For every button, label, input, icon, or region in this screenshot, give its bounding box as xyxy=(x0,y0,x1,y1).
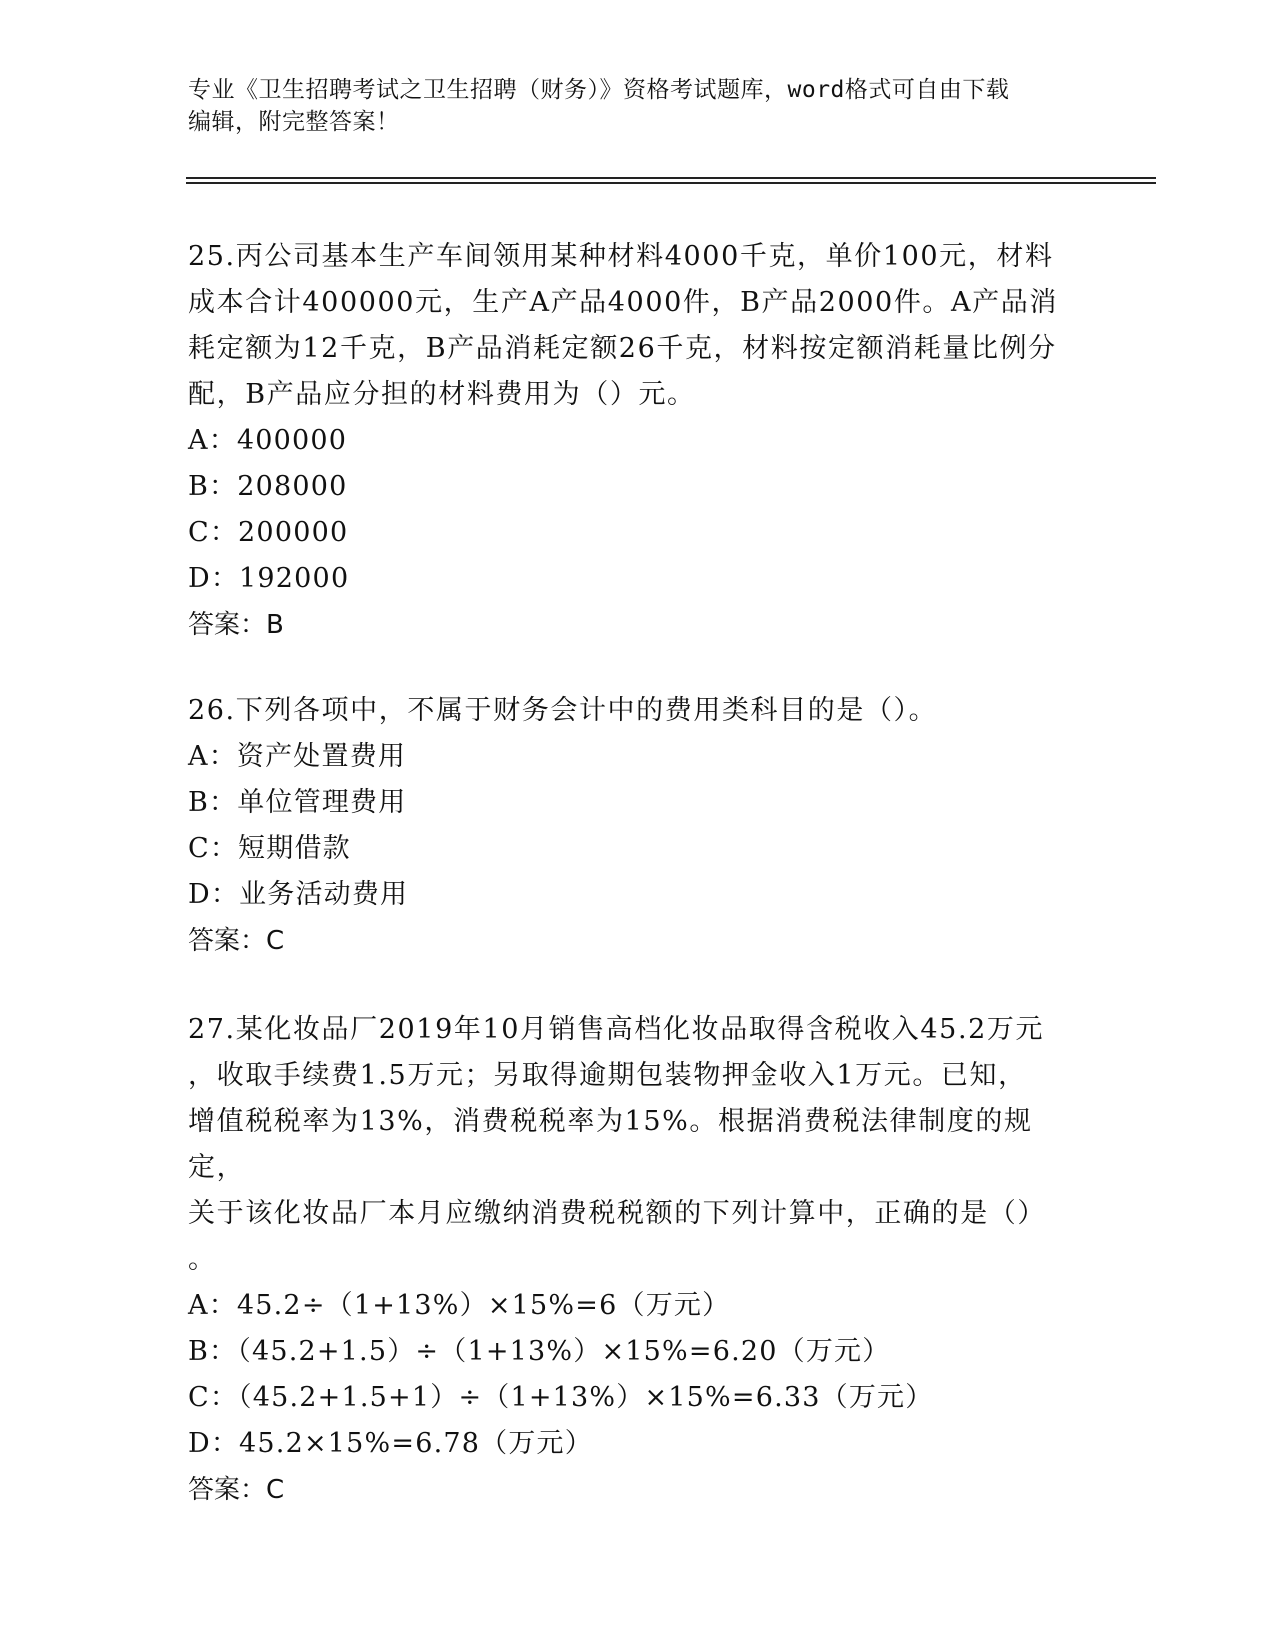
option-b: B：（45.2+1.5）÷（1+13%）×15%=6.20（万元） xyxy=(188,1336,891,1367)
option-c: C：（45.2+1.5+1）÷（1+13%）×15%=6.33（万元） xyxy=(188,1382,934,1413)
question-text-line: 26.下列各项中，不属于财务会计中的费用类科目的是（）。 xyxy=(188,695,938,726)
document-header xyxy=(188,74,1088,138)
header-line-2: 编辑，附完整答案！ xyxy=(188,109,400,135)
option-b: B：单位管理费用 xyxy=(188,787,407,818)
option-a: A：资产处置费用 xyxy=(188,741,407,772)
question-text-line: 27.某化妆品厂2019年10月销售高档化妆品取得含税收入45.2万元 xyxy=(188,1014,1045,1045)
answer: 答案：C xyxy=(188,926,285,956)
option-b: B：208000 xyxy=(188,471,348,502)
option-a: A：400000 xyxy=(188,425,348,456)
question-text-line: 配，B产品应分担的材料费用为（）元。 xyxy=(188,379,696,410)
option-c: C：短期借款 xyxy=(188,833,351,864)
question-text-line: 25.丙公司基本生产车间领用某种材料4000千克，单价100元，材料 xyxy=(188,241,1054,272)
answer: 答案：B xyxy=(188,610,284,640)
question-text-line: 关于该化妆品厂本月应缴纳消费税税额的下列计算中，正确的是（） xyxy=(188,1198,1046,1229)
option-d: D：192000 xyxy=(188,563,350,594)
question-text-line: 增值税税率为13%，消费税税率为15%。根据消费税法律制度的规定， xyxy=(188,1106,1033,1183)
question-text-line: 耗定额为12千克，B产品消耗定额26千克，材料按定额消耗量比例分 xyxy=(188,333,1057,364)
question-text-line: ，收取手续费1.5万元；另取得逾期包装物押金收入1万元。已知， xyxy=(188,1060,1027,1091)
question-text-line: 。 xyxy=(188,1244,217,1275)
option-d: D：45.2×15%=6.78（万元） xyxy=(188,1428,593,1459)
header-line-1: 专业《卫生招聘考试之卫生招聘（财务）》资格考试题库，word格式可自由下载 xyxy=(188,77,1010,103)
header-divider-top xyxy=(186,177,1156,179)
answer: 答案：C xyxy=(188,1475,285,1505)
option-c: C：200000 xyxy=(188,517,349,548)
option-a: A：45.2÷（1+13%）×15%=6（万元） xyxy=(188,1290,731,1321)
question-27 xyxy=(188,1007,1088,1513)
header-divider-bottom xyxy=(186,182,1156,184)
question-25 xyxy=(188,234,1088,648)
question-text-line: 成本合计400000元，生产A产品4000件，B产品2000件。A产品消 xyxy=(188,287,1058,318)
question-26 xyxy=(188,688,1088,964)
option-d: D：业务活动费用 xyxy=(188,879,409,910)
